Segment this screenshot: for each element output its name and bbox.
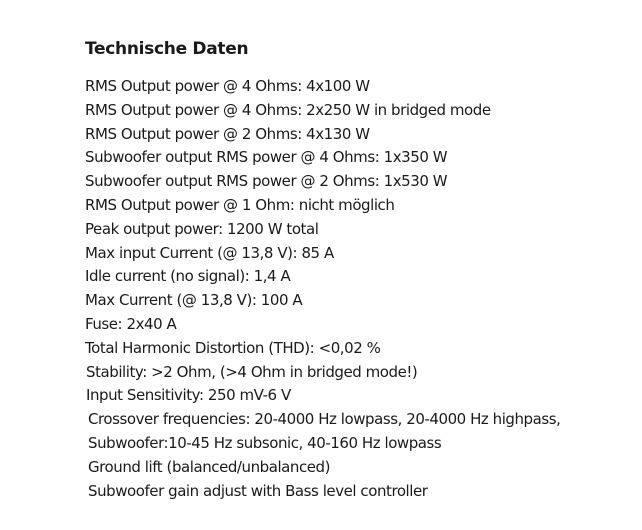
spec-line: RMS Output power @ 1 Ohm: nicht möglich (85, 196, 395, 214)
spec-line: Max input Current (@ 13,8 V): 85 A (85, 243, 334, 262)
spec-line: Subwoofer output RMS power @ 4 Ohms: 1x350 W (85, 148, 448, 167)
spec-line: RMS Output power @ 4 Ohms: 2x250 W in bridged mode (85, 100, 491, 119)
spec-line: RMS Output power @ 2 Ohms: 4x130 W (85, 124, 370, 143)
spec-line: Crossover frequencies: 20-4000 Hz lowpass, 20-4000 Hz highpass, (88, 410, 561, 429)
spec-line: Ground lift (balanced/unbalanced) (88, 457, 331, 476)
section-heading: Technische Daten (85, 39, 249, 59)
spec-line: RMS Output power @ 4 Ohms: 4x100 W (85, 77, 370, 95)
spec-line: Input Sensitivity: 250 mV-6 V (86, 386, 291, 405)
spec-line: Total Harmonic Distortion (THD): <0,02 % (85, 338, 381, 357)
spec-line: Subwoofer output RMS power @ 2 Ohms: 1x530 W (85, 172, 448, 191)
spec-line: Stability: >2 Ohm, (>4 Ohm in bridged mode!) (86, 362, 418, 381)
spec-line: Max Current (@ 13,8 V): 100 A (85, 291, 303, 310)
spec-line: Subwoofer:10-45 Hz subsonic, 40-160 Hz lowpass (88, 434, 442, 452)
spec-line: Idle current (no signal): 1,4 A (85, 267, 291, 286)
spec-line: Fuse: 2x40 A (85, 315, 177, 333)
spec-line: Subwoofer gain adjust with Bass level controller (88, 481, 428, 500)
spec-line: Peak output power: 1200 W total (85, 219, 319, 238)
